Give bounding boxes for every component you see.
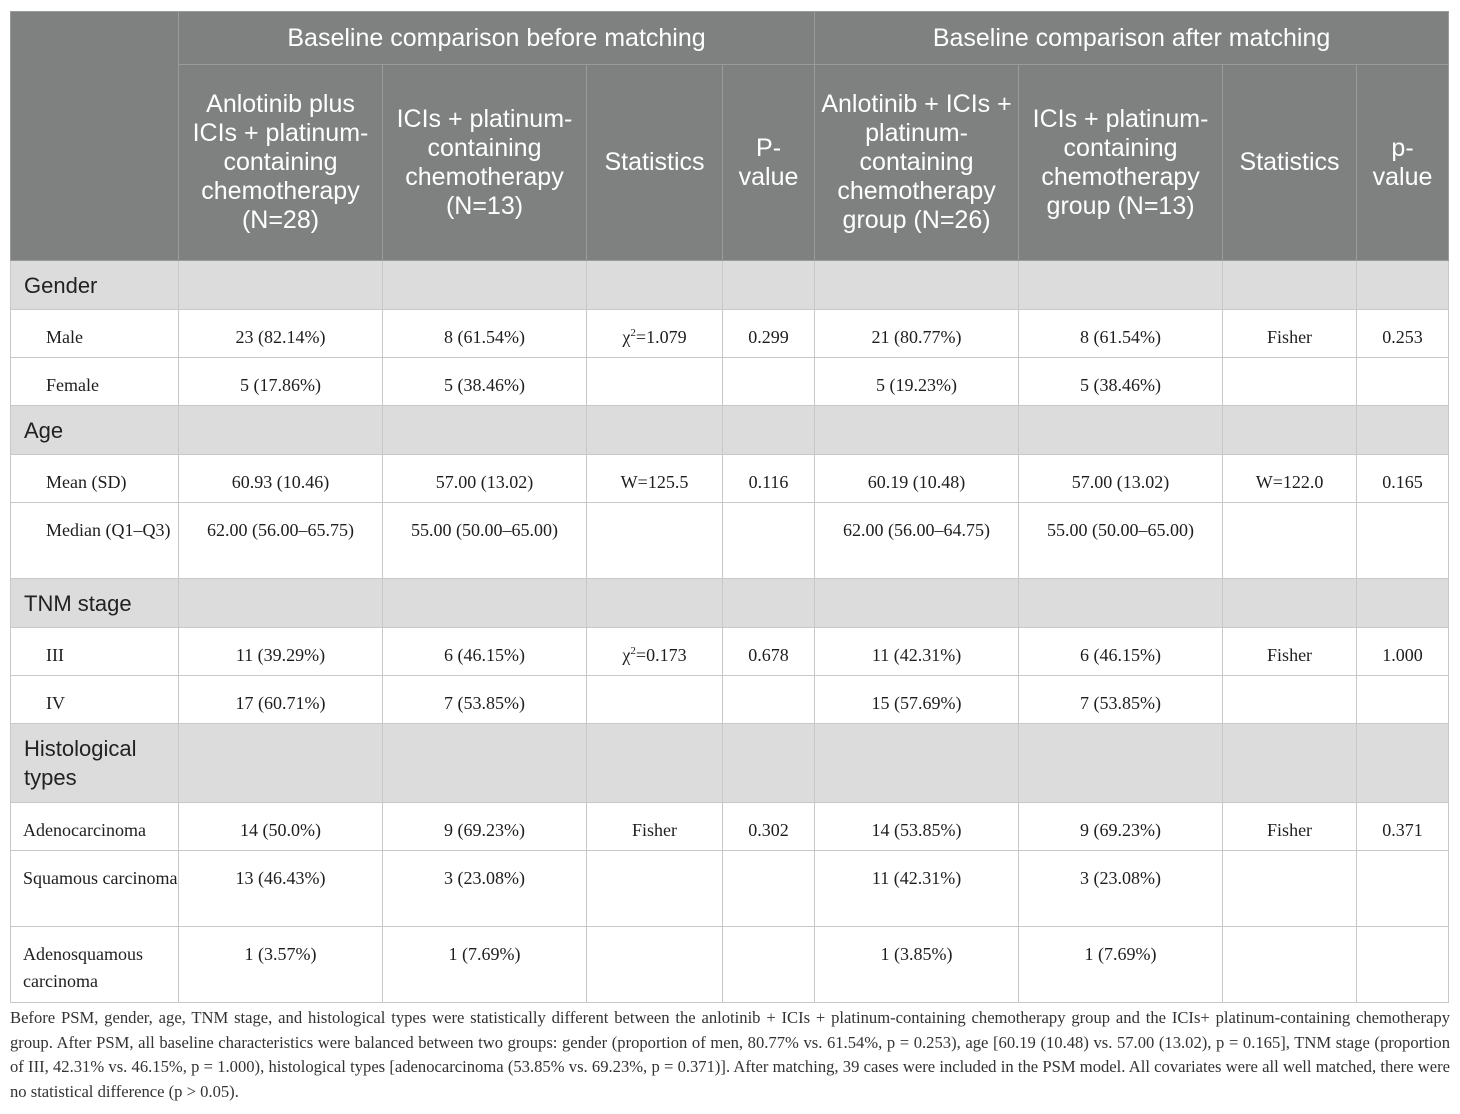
row-label: Female <box>11 358 179 406</box>
baseline-table <box>10 11 1449 1003</box>
table-cell <box>1223 851 1357 927</box>
row-label: Squamous carcinoma <box>11 851 179 927</box>
group-label: TNM stage <box>11 579 179 628</box>
table-cell: 60.93 (10.46) <box>179 455 383 503</box>
col-header-ici-before: ICIs + platinum-containing chemotherapy (N=13) <box>383 65 587 261</box>
group-row-histological <box>11 724 1449 803</box>
table-cell <box>723 927 815 1003</box>
group-label: Histological types <box>11 724 179 803</box>
before-matching-title: Baseline comparison before matching <box>179 12 815 65</box>
table-cell: 1 (3.85%) <box>815 927 1019 1003</box>
table-cell: 55.00 (50.00–65.00) <box>383 503 587 579</box>
after-matching-title: Baseline comparison after matching <box>815 12 1449 65</box>
table-cell: 15 (57.69%) <box>815 676 1019 724</box>
table-cell: 7 (53.85%) <box>1019 676 1223 724</box>
table-cell: 5 (38.46%) <box>383 358 587 406</box>
table-footnote: Before PSM, gender, age, TNM stage, and histological types were statistically different between the anlotinib + ICIs + platinum-containing chemotherapy group and the ICIs+ platinum-containing chemotherapy group. After PSM, all baseline characteristics were balanced between two groups: gender (proportion of men, 80.77% vs. 61.54%, p = 0.253), age [60.19 (10.48) vs. 57.00 (13.02), p = 0.165], TNM stage (proportion of III, 42.31% vs. 46.15%, p = 1.000), histological types [adenocarcinoma (53.85% vs. 69.23%, p = 0.371)]. After matching, 39 cases were included in the PSM model. All covariates were all well matched, there were no statistical difference (p > 0.05). <box>10 1008 1450 1101</box>
col-header-pvalue-after: p-value <box>1357 65 1449 261</box>
table-cell: 55.00 (50.00–65.00) <box>1019 503 1223 579</box>
col-header-ici-after: ICIs + platinum-containing chemotherapy group (N=13) <box>1019 65 1223 261</box>
table-cell: 0.165 <box>1357 455 1449 503</box>
table-cell: 8 (61.54%) <box>383 310 587 358</box>
col-header-anlotinib-after: Anlotinib + ICIs + platinum-containing chemotherapy group (N=26) <box>815 65 1019 261</box>
chi-symbol: χ <box>622 645 631 665</box>
chi-superscript: 2 <box>630 327 636 339</box>
table-cell: 60.19 (10.48) <box>815 455 1019 503</box>
table-cell: 0.371 <box>1357 803 1449 851</box>
table-cell: Fisher <box>1223 628 1357 676</box>
table-cell: 14 (50.0%) <box>179 803 383 851</box>
table-cell: 8 (61.54%) <box>1019 310 1223 358</box>
table-row <box>11 851 1449 927</box>
table-cell: 11 (42.31%) <box>815 851 1019 927</box>
table-cell <box>1223 358 1357 406</box>
row-label: IV <box>11 676 179 724</box>
chi-value: =0.173 <box>635 645 687 665</box>
table-row <box>11 358 1449 406</box>
table-cell <box>723 676 815 724</box>
chi-value: =1.079 <box>635 327 687 347</box>
table-cell <box>1223 503 1357 579</box>
table-cell: 6 (46.15%) <box>383 628 587 676</box>
table-row <box>11 503 1449 579</box>
table-cell: Fisher <box>587 803 723 851</box>
chi-square-cell <box>587 628 723 676</box>
table-cell: 3 (23.08%) <box>383 851 587 927</box>
table-row <box>11 628 1449 676</box>
row-label: Male <box>11 310 179 358</box>
table-cell: 0.253 <box>1357 310 1449 358</box>
table-container <box>10 11 1448 1003</box>
table-cell: 3 (23.08%) <box>1019 851 1223 927</box>
table-cell: 14 (53.85%) <box>815 803 1019 851</box>
table-cell <box>723 358 815 406</box>
table-cell <box>587 851 723 927</box>
table-row <box>11 676 1449 724</box>
col-header-statistics-after: Statistics <box>1223 65 1357 261</box>
col-header-statistics-before: Statistics <box>587 65 723 261</box>
group-row-age <box>11 406 1449 455</box>
header-blank-cell <box>11 12 179 261</box>
table-cell <box>723 851 815 927</box>
table-cell <box>1223 676 1357 724</box>
table-cell: 5 (19.23%) <box>815 358 1019 406</box>
row-label: Adenocarcinoma <box>11 803 179 851</box>
row-label: Mean (SD) <box>11 455 179 503</box>
table-cell: 1 (7.69%) <box>383 927 587 1003</box>
chi-superscript: 2 <box>630 645 636 657</box>
table-row <box>11 455 1449 503</box>
table-cell <box>723 503 815 579</box>
table-row <box>11 310 1449 358</box>
table-cell <box>587 927 723 1003</box>
table-row <box>11 803 1449 851</box>
col-header-anlotinib-before: Anlotinib plus ICIs + platinum-containing chemotherapy (N=28) <box>179 65 383 261</box>
table-cell: 9 (69.23%) <box>383 803 587 851</box>
chi-square-cell <box>587 310 723 358</box>
group-label: Age <box>11 406 179 455</box>
table-cell: 62.00 (56.00–65.75) <box>179 503 383 579</box>
table-cell: 1 (7.69%) <box>1019 927 1223 1003</box>
row-label: III <box>11 628 179 676</box>
group-row-gender <box>11 261 1449 310</box>
table-cell: 57.00 (13.02) <box>383 455 587 503</box>
table-cell: 21 (80.77%) <box>815 310 1019 358</box>
table-cell: 1 (3.57%) <box>179 927 383 1003</box>
table-cell: 57.00 (13.02) <box>1019 455 1223 503</box>
row-label: Median (Q1–Q3) <box>11 503 179 579</box>
table-cell <box>1223 927 1357 1003</box>
table-cell: 11 (39.29%) <box>179 628 383 676</box>
table-cell: 5 (38.46%) <box>1019 358 1223 406</box>
table-cell: 1.000 <box>1357 628 1449 676</box>
table-cell: 6 (46.15%) <box>1019 628 1223 676</box>
table-cell: 17 (60.71%) <box>179 676 383 724</box>
chi-symbol: χ <box>622 327 631 347</box>
row-label: Adenosquamous carcinoma <box>11 927 179 1003</box>
table-cell: 5 (17.86%) <box>179 358 383 406</box>
table-cell: Fisher <box>1223 310 1357 358</box>
table-cell <box>1357 503 1449 579</box>
table-cell <box>587 358 723 406</box>
group-row-tnm <box>11 579 1449 628</box>
table-cell <box>1357 851 1449 927</box>
table-cell: W=122.0 <box>1223 455 1357 503</box>
table-cell <box>587 676 723 724</box>
group-label: Gender <box>11 261 179 310</box>
table-row <box>11 927 1449 1003</box>
table-cell: Fisher <box>1223 803 1357 851</box>
table-cell <box>1357 927 1449 1003</box>
table-cell: 13 (46.43%) <box>179 851 383 927</box>
table-cell: 23 (82.14%) <box>179 310 383 358</box>
table-cell <box>1357 358 1449 406</box>
table-cell: 0.678 <box>723 628 815 676</box>
table-cell: W=125.5 <box>587 455 723 503</box>
table-cell <box>1357 676 1449 724</box>
table-cell: 7 (53.85%) <box>383 676 587 724</box>
table-cell: 62.00 (56.00–64.75) <box>815 503 1019 579</box>
table-cell: 0.116 <box>723 455 815 503</box>
table-cell: 9 (69.23%) <box>1019 803 1223 851</box>
table-cell: 0.302 <box>723 803 815 851</box>
table-cell: 11 (42.31%) <box>815 628 1019 676</box>
col-header-pvalue-before: P-value <box>723 65 815 261</box>
table-cell <box>587 503 723 579</box>
table-cell: 0.299 <box>723 310 815 358</box>
